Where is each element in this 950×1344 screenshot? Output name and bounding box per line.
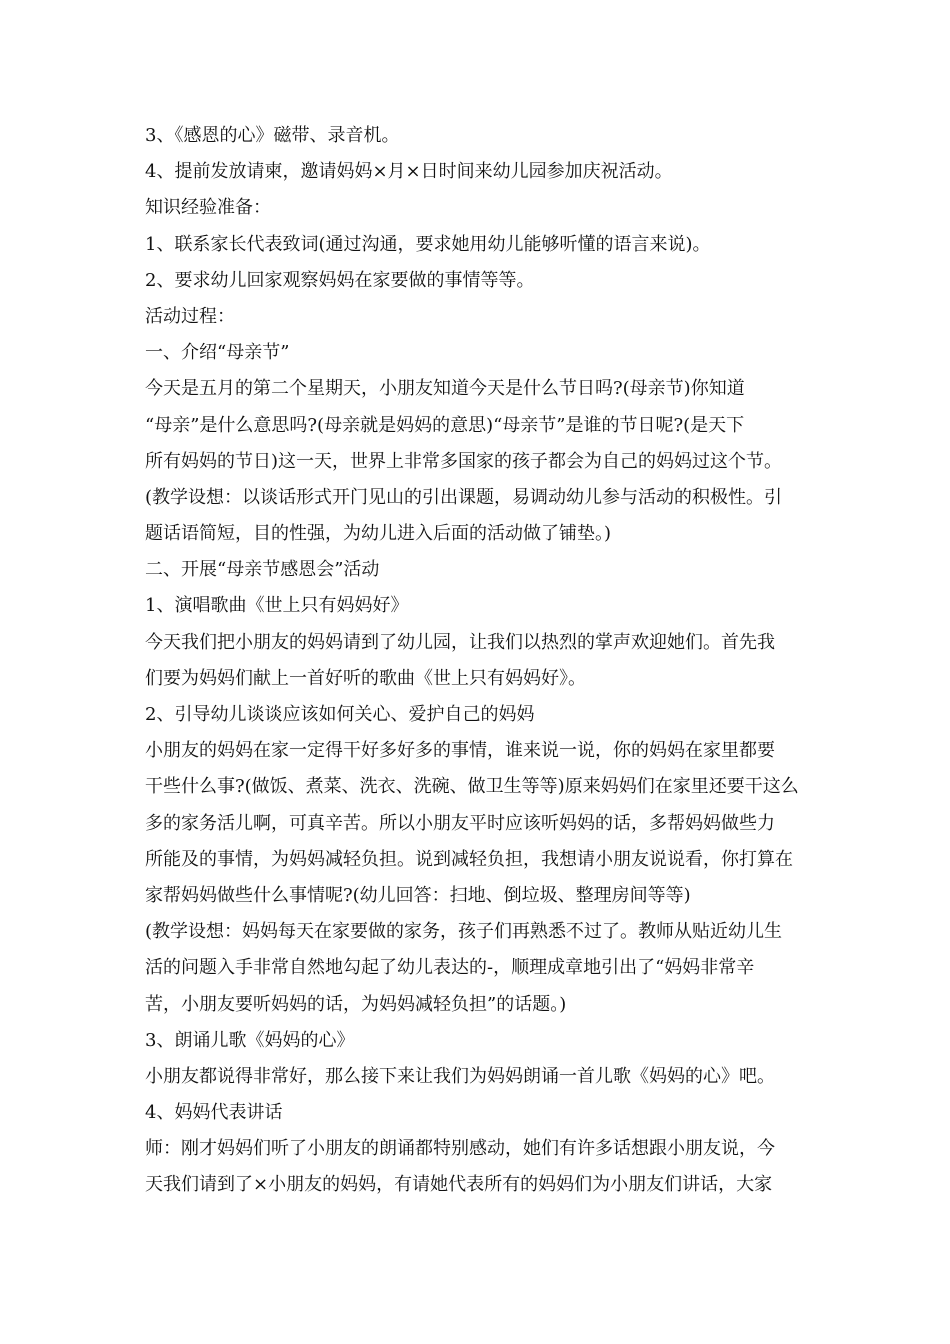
document-body: [145, 118, 810, 1204]
text-line: 们要为妈妈们献上一首好听的歌曲《世上只有妈妈好》。: [145, 667, 586, 689]
text-line: 苦，小朋友要听妈妈的话，为妈妈减轻负担”的话题。): [145, 993, 567, 1015]
text-line: 题话语简短，目的性强，为幼儿进入后面的活动做了铺垫。): [145, 523, 612, 545]
subsection-heading: 3、朗诵儿歌《妈妈的心》: [145, 1029, 355, 1051]
text-line: 3、《感恩的心》磁带、录音机。: [145, 125, 400, 146]
subsection-heading: 2、引导幼儿谈谈应该如何关心、爱护自己的妈妈: [145, 704, 535, 725]
text-line: 小朋友都说得非常好，那么接下来让我们为妈妈朗诵一首儿歌《妈妈的心》吧。: [145, 1065, 775, 1087]
text-line: 4、提前发放请柬，邀请妈妈×月×日时间来幼儿园参加庆祝活动。: [145, 161, 673, 183]
text-line: 所有妈妈的节日)这一天，世界上非常多国家的孩子都会为自己的妈妈过这个节。: [145, 450, 783, 472]
text-line: 干些什么事?(做饭、煮菜、洗衣、洗碗、做卫生等等)原来妈妈们在家里还要干这么: [145, 776, 799, 798]
text-line: (教学设想：妈妈每天在家要做的家务，孩子们再熟悉不过了。教师从贴近幼儿生: [145, 921, 783, 943]
text-line: 家帮妈妈做些什么事情呢?(幼儿回答：扫地、倒垃圾、整理房间等等): [145, 884, 691, 906]
text-line: 今天我们把小朋友的妈妈请到了幼儿园，让我们以热烈的掌声欢迎她们。首先我: [145, 631, 775, 653]
text-line: 所能及的事情，为妈妈减轻负担。说到减轻负担，我想请小朋友说说看，你打算在: [145, 848, 793, 870]
text-line: (教学设想：以谈话形式开门见山的引出课题，易调动幼儿参与活动的积极性。引: [145, 486, 783, 508]
text-line: 活的问题入手非常自然地勾起了幼儿表达的-，顺理成章地引出了“妈妈非常辛: [145, 957, 755, 979]
section-label: 知识经验准备：: [145, 197, 271, 219]
text-line: 今天是五月的第二个星期天，小朋友知道今天是什么节日吗?(母亲节)你知道: [145, 378, 745, 400]
text-line: 小朋友的妈妈在家一定得干好多好多的事情，谁来说一说，你的妈妈在家里都要: [145, 740, 775, 762]
text-line: 2、要求幼儿回家观察妈妈在家要做的事情等等。: [145, 269, 535, 291]
section-heading: 一、介绍“母亲节”: [145, 342, 290, 364]
text-line: “母亲”是什么意思吗?(母亲就是妈妈的意思)“母亲节”是谁的节日呢?(是天下: [145, 414, 745, 436]
subsection-heading: 1、演唱歌曲《世上只有妈妈好》: [145, 595, 409, 617]
text-line: 多的家务活儿啊，可真辛苦。所以小朋友平时应该听妈妈的话，多帮妈妈做些力: [145, 812, 775, 834]
section-heading: 二、开展“母亲节感恩会”活动: [145, 559, 380, 581]
text-line: 天我们请到了×小朋友的妈妈，有请她代表所有的妈妈们为小朋友们讲话，大家: [145, 1174, 773, 1196]
subsection-heading: 4、妈妈代表讲话: [145, 1102, 283, 1124]
section-label: 活动过程：: [145, 305, 235, 327]
text-line: 1、联系家长代表致词(通过沟通，要求她用幼儿能够听懂的语言来说)。: [145, 233, 711, 255]
text-line: 师：刚才妈妈们听了小朋友的朗诵都特别感动，她们有许多话想跟小朋友说，今: [145, 1138, 775, 1160]
